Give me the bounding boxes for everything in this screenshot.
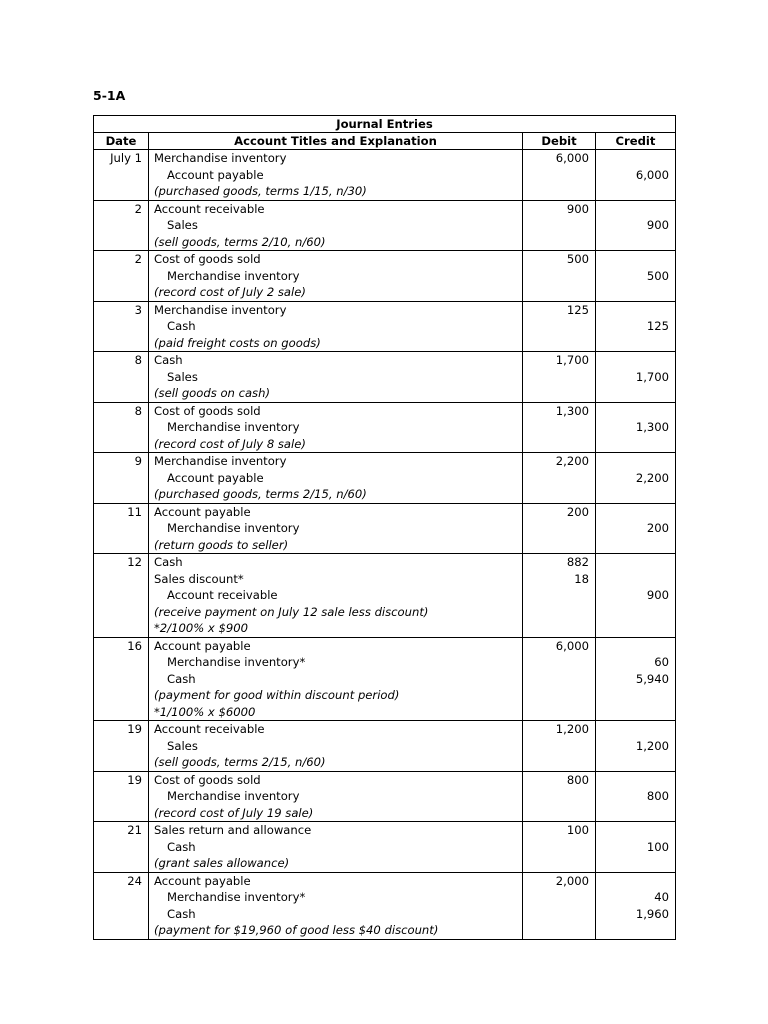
credit-amount — [596, 571, 675, 588]
credit-amount: 2,200 — [635, 470, 670, 485]
debit-amount: 6,000 — [555, 151, 589, 165]
entry-date-cell — [94, 822, 149, 873]
account-titles-cell — [149, 822, 523, 873]
debit-amount — [523, 671, 595, 688]
credit-account-title: Cash — [167, 906, 196, 921]
journal-entry-row — [94, 554, 676, 638]
debit-account-title: Cash — [154, 555, 183, 569]
date-column-header: Date — [94, 133, 149, 150]
credit-amount — [596, 620, 675, 637]
account-column-header: Account Titles and Explanation — [149, 133, 523, 150]
credit-amount — [596, 335, 675, 352]
debit-amount: 200 — [566, 504, 589, 519]
journal-entry-row — [94, 352, 676, 403]
entry-date-cell — [94, 251, 149, 302]
credit-amount — [596, 486, 675, 503]
debit-amount: 18 — [574, 571, 589, 586]
entry-date-cell — [94, 554, 149, 638]
journal-entry-row — [94, 251, 676, 302]
credit-amount — [596, 805, 675, 822]
account-titles-cell — [149, 301, 523, 352]
debit-cell — [523, 771, 596, 822]
entry-explanation: (sell goods, terms 2/10, n/60) — [154, 234, 326, 249]
debit-cell — [523, 822, 596, 873]
entry-explanation: (paid freight costs on goods) — [154, 335, 321, 350]
credit-cell — [596, 503, 676, 554]
credit-amount — [596, 687, 675, 704]
debit-amount — [523, 385, 595, 402]
account-titles-cell — [149, 402, 523, 453]
credit-amount — [596, 537, 675, 554]
entry-date-cell — [94, 402, 149, 453]
entry-date-cell — [94, 721, 149, 772]
journal-entry-row — [94, 637, 676, 721]
credit-account-title: Account payable — [167, 470, 264, 485]
entry-date-cell — [94, 200, 149, 251]
debit-amount: 900 — [566, 201, 589, 216]
account-titles-cell — [149, 453, 523, 504]
credit-amount — [596, 855, 675, 872]
debit-cell — [523, 301, 596, 352]
credit-cell — [596, 200, 676, 251]
debit-amount: 100 — [566, 823, 589, 837]
debit-account-title: Cash — [154, 353, 183, 367]
journal-entry-row — [94, 453, 676, 504]
credit-amount: 6,000 — [635, 167, 670, 182]
debit-amount — [523, 889, 595, 906]
entry-explanation: (record cost of July 19 sale) — [154, 805, 314, 820]
entry-date-cell — [94, 453, 149, 504]
credit-amount — [596, 352, 675, 369]
entry-date-cell — [94, 872, 149, 939]
journal-entries-table — [93, 115, 676, 940]
credit-cell — [596, 872, 676, 939]
credit-amount: 1,200 — [635, 738, 670, 753]
credit-cell — [596, 554, 676, 638]
credit-amount: 1,300 — [635, 420, 670, 434]
debit-amount — [523, 318, 595, 335]
credit-amount — [596, 704, 675, 721]
entry-date: July 1 — [110, 151, 142, 165]
debit-amount — [523, 839, 595, 856]
journal-entry-row — [94, 150, 676, 201]
account-titles-cell — [149, 200, 523, 251]
entry-date-cell — [94, 150, 149, 201]
debit-account-title: Sales discount* — [154, 571, 244, 586]
credit-amount: 800 — [646, 789, 670, 803]
journal-entry-row — [94, 822, 676, 873]
credit-amount: 100 — [646, 839, 670, 854]
credit-amount — [596, 504, 675, 521]
debit-amount — [523, 520, 595, 537]
debit-amount — [523, 654, 595, 671]
debit-cell — [523, 453, 596, 504]
entry-explanation: (sell goods on cash) — [154, 386, 270, 400]
debit-amount — [523, 906, 595, 923]
journal-entry-row — [94, 200, 676, 251]
entry-date-cell — [94, 771, 149, 822]
debit-amount — [523, 470, 595, 487]
entry-explanation: (purchased goods, terms 2/15, n/60) — [154, 487, 367, 501]
entry-date: 3 — [134, 302, 142, 317]
credit-amount — [596, 822, 675, 839]
debit-account-title: Merchandise inventory — [154, 454, 287, 468]
credit-amount — [596, 453, 675, 470]
debit-amount: 500 — [566, 252, 589, 266]
credit-amount — [596, 721, 675, 738]
credit-amount — [596, 554, 675, 571]
debit-cell — [523, 352, 596, 403]
debit-amount — [523, 788, 595, 805]
account-titles-cell — [149, 771, 523, 822]
credit-amount — [596, 385, 675, 402]
debit-amount: 800 — [566, 772, 589, 787]
debit-account-title: Account payable — [154, 504, 251, 519]
credit-account-title: Merchandise inventory — [167, 789, 300, 803]
debit-account-title: Account receivable — [154, 722, 265, 736]
journal-entry-row — [94, 872, 676, 939]
credit-amount: 1,960 — [635, 906, 670, 921]
entry-date: 2 — [134, 252, 142, 266]
entry-date: 19 — [127, 772, 142, 787]
entry-explanation: *2/100% x $900 — [154, 621, 248, 635]
credit-cell — [596, 822, 676, 873]
debit-column-header: Debit — [523, 133, 596, 150]
journal-entry-row — [94, 771, 676, 822]
credit-account-title: Cash — [167, 839, 196, 854]
debit-amount — [523, 335, 595, 352]
entry-date: 24 — [127, 873, 142, 888]
entry-explanation: (purchased goods, terms 1/15, n/30) — [154, 184, 367, 198]
credit-amount — [596, 604, 675, 621]
credit-account-title: Merchandise inventory — [167, 420, 300, 434]
entry-date: 2 — [134, 201, 142, 216]
debit-amount — [523, 704, 595, 721]
credit-account-title: Sales — [167, 738, 198, 753]
credit-cell — [596, 150, 676, 201]
account-titles-cell — [149, 150, 523, 201]
entry-explanation: (grant sales allowance) — [154, 856, 290, 870]
entry-date: 12 — [127, 555, 142, 569]
credit-account-title: Account receivable — [167, 588, 278, 602]
debit-amount — [523, 855, 595, 872]
debit-cell — [523, 251, 596, 302]
credit-amount — [596, 403, 675, 420]
entry-date: 19 — [127, 722, 142, 736]
credit-amount — [596, 284, 675, 301]
debit-account-title: Sales return and allowance — [154, 823, 312, 837]
credit-amount — [596, 638, 675, 655]
entry-explanation: (sell goods, terms 2/15, n/60) — [154, 755, 326, 769]
debit-cell — [523, 150, 596, 201]
debit-amount — [523, 268, 595, 285]
debit-amount: 6,000 — [555, 638, 589, 653]
debit-amount — [523, 738, 595, 755]
journal-entry-row — [94, 721, 676, 772]
credit-account-title: Sales — [167, 218, 198, 232]
debit-amount — [523, 620, 595, 637]
debit-amount — [523, 587, 595, 604]
debit-cell — [523, 637, 596, 721]
entry-explanation: (return goods to seller) — [154, 537, 289, 552]
exercise-label: 5-1A — [93, 88, 126, 103]
debit-account-title: Account payable — [154, 873, 251, 888]
debit-amount — [523, 805, 595, 822]
debit-account-title: Merchandise inventory — [154, 151, 287, 165]
journal-entry-row — [94, 301, 676, 352]
entry-date: 16 — [127, 638, 142, 653]
credit-account-title: Sales — [167, 369, 198, 384]
entry-date: 21 — [127, 823, 142, 837]
debit-amount — [523, 436, 595, 453]
debit-amount: 882 — [566, 555, 589, 569]
credit-account-title: Merchandise inventory — [167, 521, 300, 535]
account-titles-cell — [149, 352, 523, 403]
credit-amount — [596, 234, 675, 251]
credit-amount: 500 — [646, 268, 670, 283]
entry-explanation: (record cost of July 8 sale) — [154, 436, 306, 451]
table-title: Journal Entries — [94, 116, 676, 133]
journal-body — [94, 150, 676, 940]
debit-amount — [523, 284, 595, 301]
debit-cell — [523, 503, 596, 554]
debit-amount: 2,000 — [555, 873, 589, 888]
account-titles-cell — [149, 637, 523, 721]
debit-account-title: Merchandise inventory — [154, 302, 287, 317]
debit-account-title: Account receivable — [154, 201, 265, 216]
credit-amount — [596, 436, 675, 453]
entry-explanation: (record cost of July 2 sale) — [154, 285, 306, 299]
debit-account-title: Account payable — [154, 638, 251, 653]
debit-amount — [523, 754, 595, 771]
credit-account-title: Merchandise inventory* — [167, 655, 306, 669]
debit-amount — [523, 604, 595, 621]
debit-amount — [523, 369, 595, 386]
account-titles-cell — [149, 721, 523, 772]
debit-amount: 125 — [566, 302, 589, 317]
debit-amount — [523, 217, 595, 234]
debit-cell — [523, 402, 596, 453]
journal-entry-row — [94, 503, 676, 554]
credit-cell — [596, 352, 676, 403]
credit-amount: 60 — [654, 655, 670, 669]
entry-date: 9 — [134, 454, 142, 468]
entry-date-cell — [94, 301, 149, 352]
credit-cell — [596, 721, 676, 772]
credit-account-title: Account payable — [167, 167, 264, 182]
debit-cell — [523, 554, 596, 638]
entry-explanation: (receive payment on July 12 sale less discount) — [154, 604, 429, 619]
entry-date: 8 — [134, 353, 142, 367]
debit-cell — [523, 872, 596, 939]
credit-cell — [596, 453, 676, 504]
debit-amount: 1,700 — [555, 353, 589, 367]
credit-amount: 125 — [646, 319, 670, 333]
credit-amount: 200 — [646, 521, 670, 535]
debit-cell — [523, 200, 596, 251]
debit-amount — [523, 687, 595, 704]
debit-account-title: Cost of goods sold — [154, 403, 261, 418]
debit-amount — [523, 922, 595, 939]
account-titles-cell — [149, 503, 523, 554]
credit-amount — [596, 302, 675, 319]
credit-amount — [596, 873, 675, 890]
credit-amount: 900 — [646, 588, 670, 602]
credit-amount — [596, 150, 675, 167]
credit-amount — [596, 754, 675, 771]
credit-cell — [596, 402, 676, 453]
entry-explanation: *1/100% x $6000 — [154, 704, 256, 719]
debit-amount — [523, 486, 595, 503]
entry-explanation: (payment for $19,960 of good less $40 discount) — [154, 923, 439, 937]
account-titles-cell — [149, 872, 523, 939]
credit-cell — [596, 301, 676, 352]
entry-date: 8 — [134, 403, 142, 418]
credit-amount — [596, 772, 675, 789]
account-titles-cell — [149, 554, 523, 638]
entry-explanation: (payment for good within discount period) — [154, 688, 400, 702]
credit-column-header: Credit — [596, 133, 676, 150]
credit-account-title: Merchandise inventory — [167, 268, 300, 283]
credit-cell — [596, 637, 676, 721]
debit-amount — [523, 167, 595, 184]
debit-cell — [523, 721, 596, 772]
credit-account-title: Merchandise inventory* — [167, 890, 306, 904]
credit-amount — [596, 201, 675, 218]
credit-amount: 40 — [654, 890, 670, 904]
debit-amount — [523, 419, 595, 436]
credit-cell — [596, 771, 676, 822]
debit-amount: 1,300 — [555, 403, 589, 418]
credit-amount — [596, 183, 675, 200]
entry-date-cell — [94, 503, 149, 554]
credit-account-title: Cash — [167, 671, 196, 686]
account-titles-cell — [149, 251, 523, 302]
debit-amount: 2,200 — [555, 454, 589, 468]
debit-account-title: Cost of goods sold — [154, 252, 261, 266]
credit-account-title: Cash — [167, 319, 196, 333]
debit-amount: 1,200 — [555, 722, 589, 736]
credit-amount: 900 — [646, 218, 670, 232]
credit-amount: 5,940 — [635, 671, 670, 686]
credit-amount — [596, 251, 675, 268]
entry-date-cell — [94, 352, 149, 403]
entry-date-cell — [94, 637, 149, 721]
entry-date: 11 — [127, 504, 142, 519]
journal-entry-row — [94, 402, 676, 453]
credit-cell — [596, 251, 676, 302]
credit-amount: 1,700 — [635, 369, 670, 384]
credit-amount — [596, 922, 675, 939]
debit-account-title: Cost of goods sold — [154, 772, 261, 787]
debit-amount — [523, 183, 595, 200]
debit-amount — [523, 537, 595, 554]
debit-amount — [523, 234, 595, 251]
